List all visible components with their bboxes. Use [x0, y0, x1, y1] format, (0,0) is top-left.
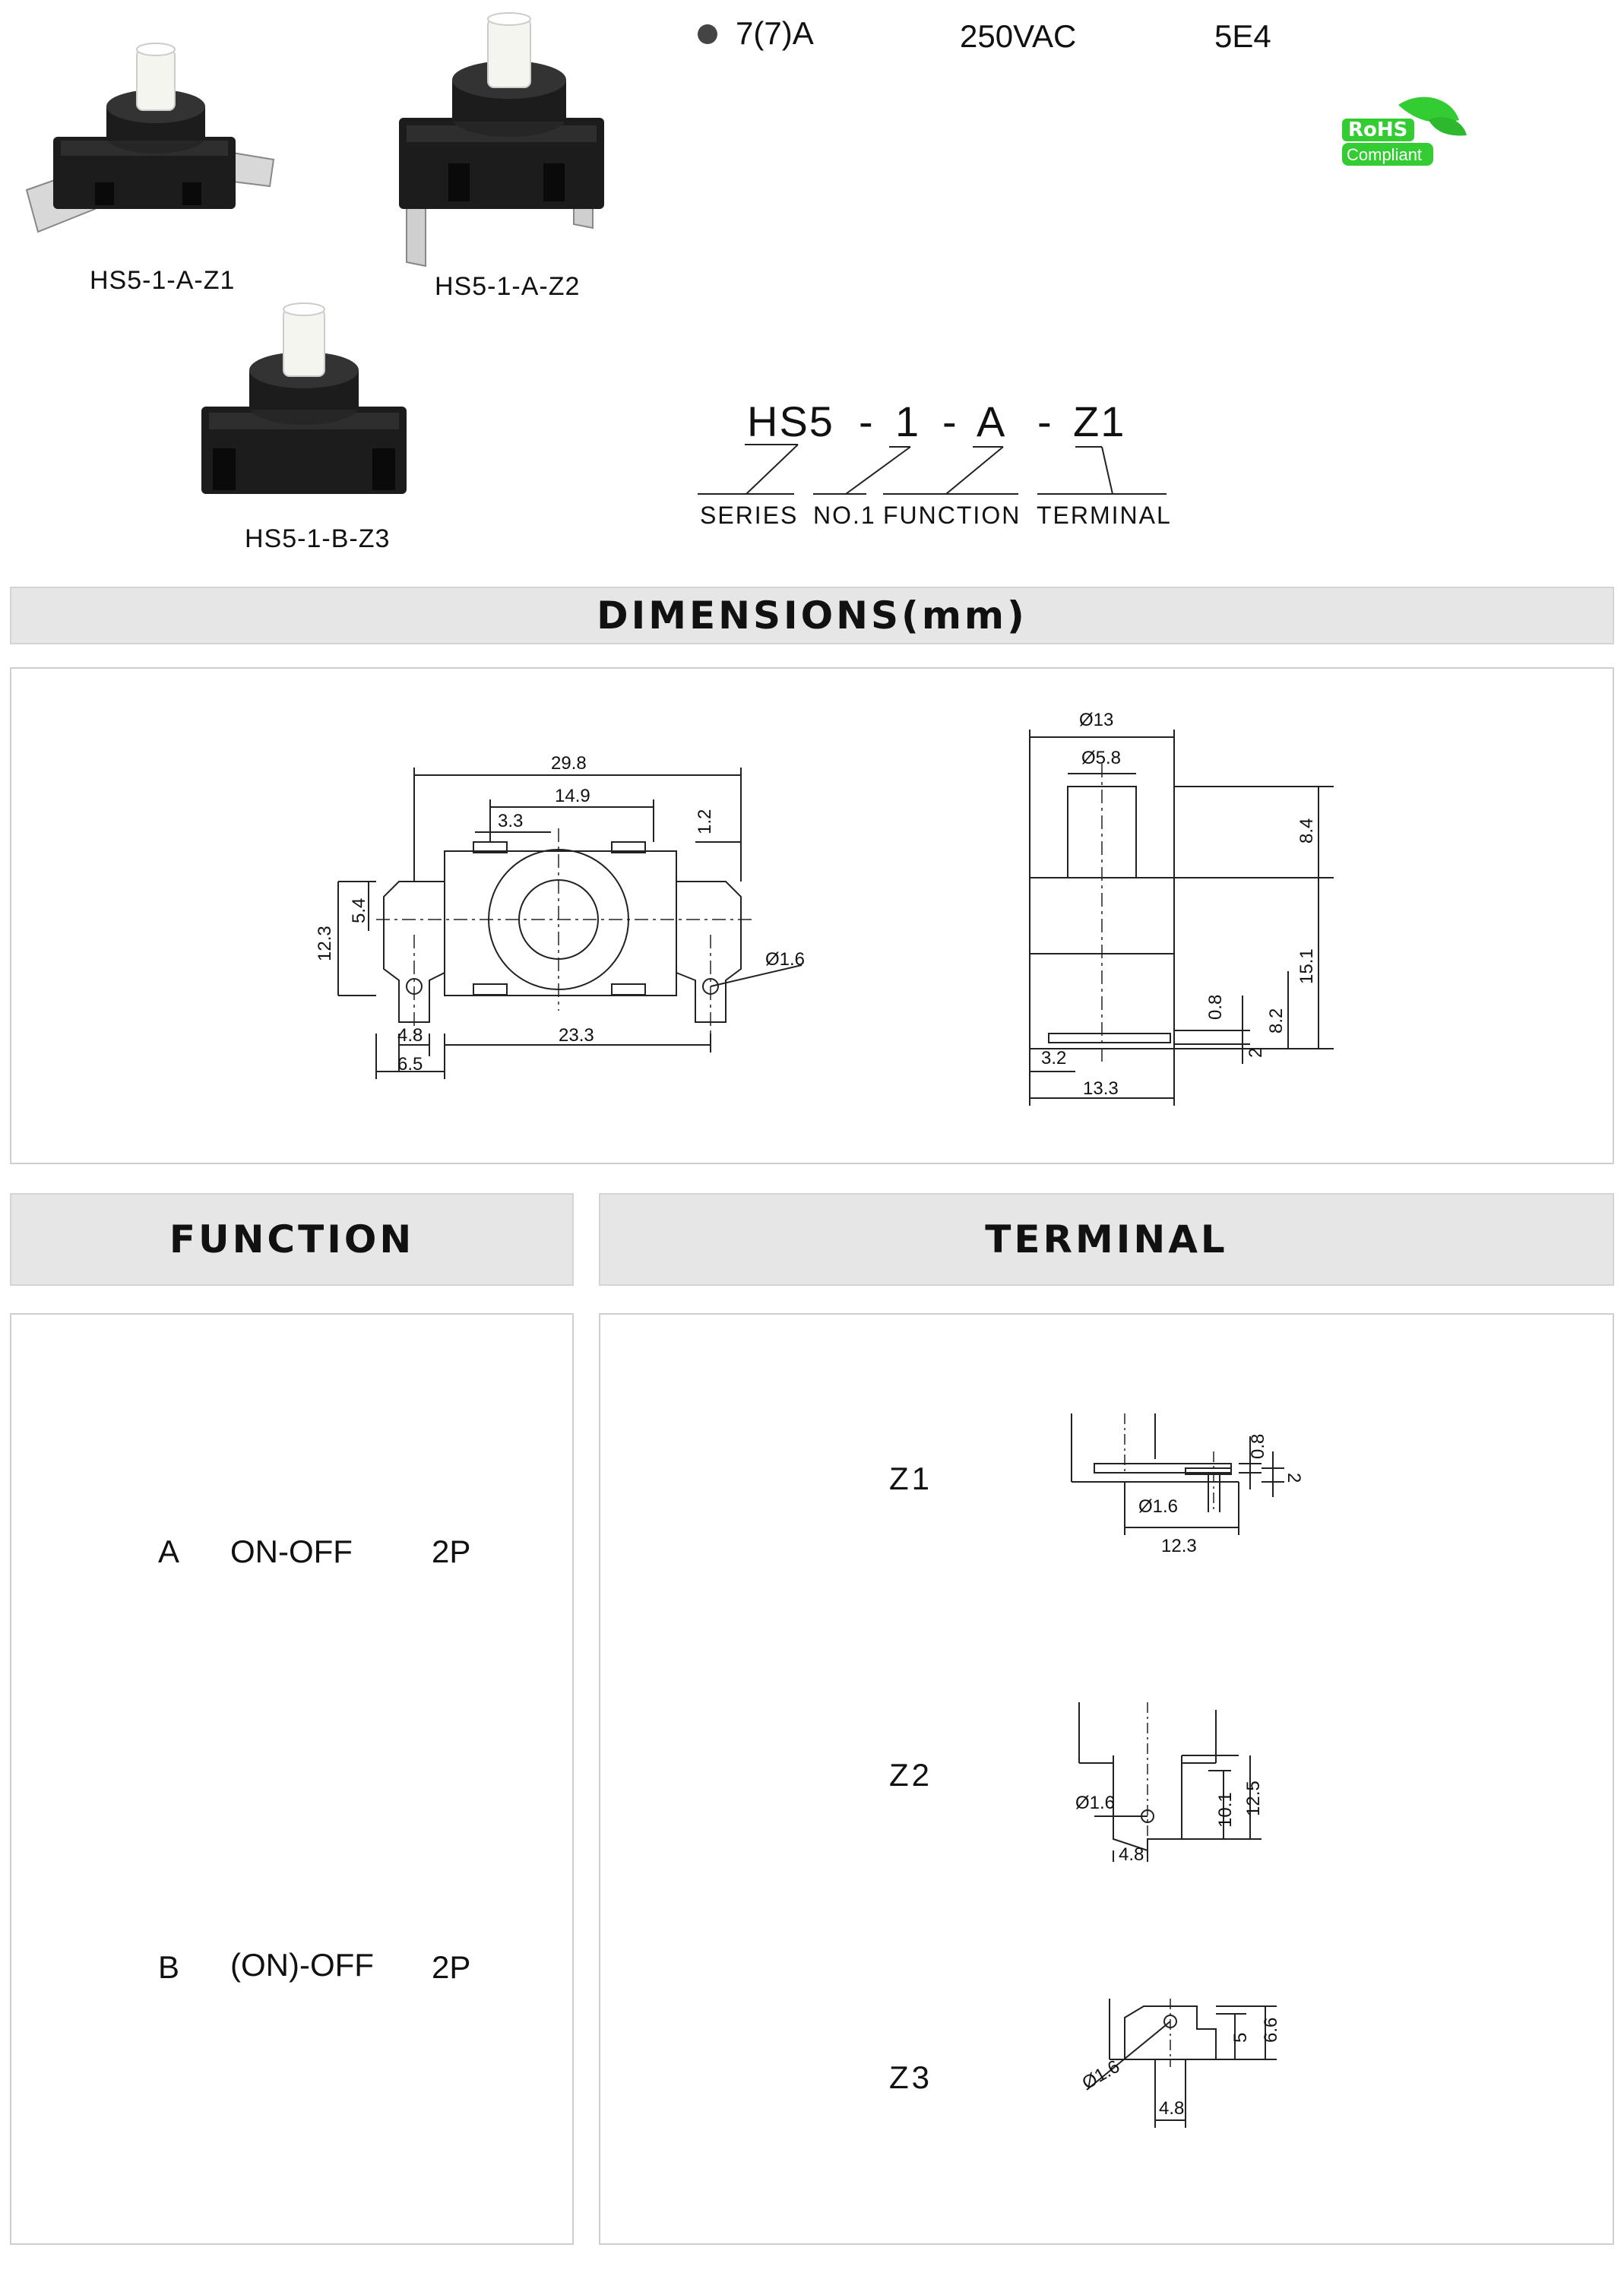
- part-number-leader-lines: [684, 441, 1186, 502]
- label-series: SERIES: [700, 502, 799, 529]
- dim-label: 8.4: [1296, 818, 1317, 844]
- dim-label: Ø1.6: [765, 949, 806, 970]
- photo-caption: HS5-1-A-Z1: [90, 266, 236, 295]
- dim-label: Ø13: [1079, 710, 1114, 730]
- terminal-z2-drawing: [1056, 1695, 1300, 1862]
- terminal-title: TERMINAL: [985, 1217, 1228, 1261]
- function-type: (ON)-OFF: [230, 1947, 374, 1983]
- dim-label: 4.8: [1119, 1844, 1144, 1862]
- terminal-code: Z1: [889, 1461, 933, 1496]
- rating-life: 5E4: [1214, 18, 1271, 54]
- dim-label: 0.8: [1248, 1433, 1268, 1459]
- product-photo-z2: [380, 11, 623, 270]
- label-terminal: TERMINAL: [1037, 502, 1172, 529]
- product-photo-z3: [194, 300, 414, 505]
- function-code: A: [158, 1534, 180, 1569]
- dimensions-panel: [10, 667, 1614, 1164]
- rohs-label: RoHS: [1348, 119, 1408, 141]
- dim-label: 3.3: [498, 811, 524, 831]
- dim-label: 8.2: [1266, 1008, 1287, 1034]
- part-terminal: Z1: [1073, 397, 1126, 445]
- terminal-z3-drawing: [1026, 1983, 1315, 2135]
- switch-z3-illustration: [194, 300, 414, 505]
- terminal-z1-drawing: [1064, 1406, 1307, 1558]
- part-series: HS5: [747, 397, 834, 445]
- part-dash: -: [859, 397, 875, 445]
- dim-label: 12.5: [1243, 1781, 1264, 1816]
- photo-caption: HS5-1-B-Z3: [245, 524, 391, 553]
- dimensions-title: DIMENSIONS(mm): [597, 594, 1027, 638]
- rating-current: 7(7)A: [736, 15, 814, 51]
- dim-label: 10.1: [1215, 1792, 1236, 1828]
- dim-label: Ø1.6: [1075, 1793, 1116, 1813]
- dim-label: Ø1.6: [1078, 2056, 1124, 2094]
- function-type: ON-OFF: [230, 1534, 353, 1569]
- dim-label: 2: [1246, 1047, 1266, 1058]
- dim-label: Ø1.6: [1138, 1496, 1179, 1517]
- terminal-code: Z2: [889, 1757, 933, 1793]
- function-poles: 2P: [432, 1534, 471, 1569]
- dim-label: 23.3: [559, 1025, 594, 1046]
- dim-label: 29.8: [551, 753, 587, 774]
- terminal-panel: [599, 1313, 1614, 2245]
- function-title: FUNCTION: [169, 1217, 415, 1261]
- dim-label: 4.8: [397, 1025, 423, 1046]
- product-photo-z1: [23, 30, 281, 258]
- rohs-compliant-label: Compliant: [1347, 145, 1423, 164]
- dim-label: 5: [1230, 2032, 1251, 2043]
- rohs-badge: [1338, 90, 1470, 173]
- switch-z2-illustration: [380, 11, 623, 270]
- function-poles: 2P: [432, 1949, 471, 1985]
- dim-label: Ø5.8: [1081, 748, 1122, 768]
- dim-label: 6.6: [1261, 2017, 1281, 2043]
- dim-label: 1.2: [695, 809, 715, 834]
- function-code: B: [158, 1949, 180, 1985]
- function-header: [10, 1193, 574, 1286]
- dim-label: 15.1: [1296, 948, 1317, 984]
- side-view-drawing: [999, 692, 1425, 1117]
- part-dash: -: [942, 397, 958, 445]
- rating-voltage: 250VAC: [960, 18, 1077, 54]
- dim-label: 14.9: [555, 786, 590, 806]
- dim-label: 5.4: [349, 897, 369, 923]
- dim-label: 13.3: [1083, 1078, 1119, 1099]
- label-no1: NO.1: [813, 502, 876, 529]
- function-panel: [10, 1313, 574, 2245]
- front-view-drawing: [300, 745, 893, 1094]
- label-function: FUNCTION: [883, 502, 1021, 529]
- photo-caption: HS5-1-A-Z2: [435, 272, 581, 301]
- part-number: 1: [895, 397, 921, 445]
- bullet-icon: [698, 24, 717, 44]
- dim-label: 12.3: [315, 926, 335, 961]
- dim-label: 6.5: [397, 1054, 423, 1075]
- dimensions-header: [10, 587, 1614, 644]
- part-function: A: [977, 397, 1007, 445]
- dim-label: 4.8: [1159, 2098, 1185, 2119]
- part-dash: -: [1037, 397, 1053, 445]
- dim-label: 3.2: [1041, 1048, 1067, 1068]
- terminal-header: [599, 1193, 1614, 1286]
- terminal-code: Z3: [889, 2059, 933, 2095]
- dim-label: 2: [1284, 1473, 1304, 1483]
- switch-z1-illustration: [23, 30, 281, 258]
- dim-label: 0.8: [1205, 994, 1226, 1020]
- dim-label: 12.3: [1161, 1536, 1197, 1556]
